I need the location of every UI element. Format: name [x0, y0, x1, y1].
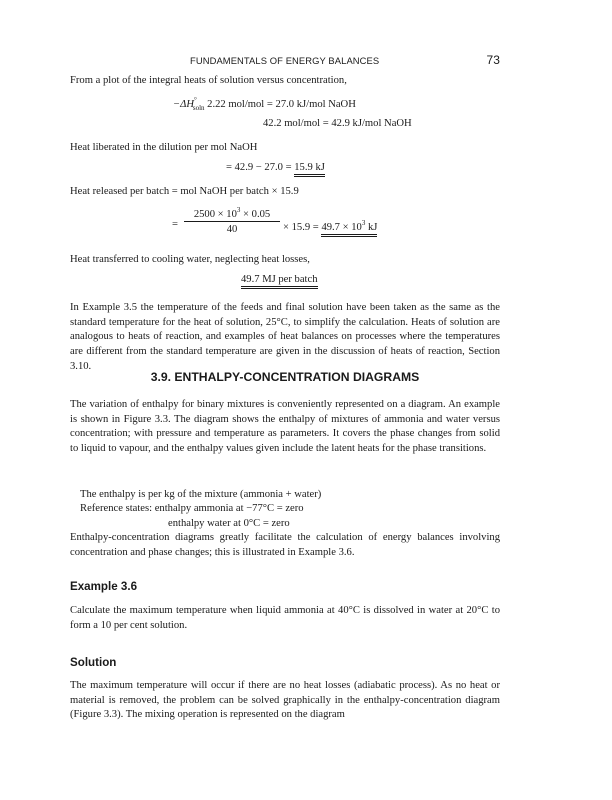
cooling-result: 49.7 MJ per batch: [241, 274, 318, 285]
example-heading: Example 3.6: [70, 580, 138, 593]
eq4-multiplier: × 15.9 =: [283, 222, 322, 233]
eq4-result: $49.7 \times 10^3$ kJ: [321, 222, 377, 237]
eq4-numerator: $2500 \times 10^3 \times 0.05$: [184, 206, 280, 222]
equation-batch-heat: [283, 219, 377, 233]
solution-text: The maximum temperature will occur if there are no heat losses (adiabatic process). As no heat or material is removed, the problem can be solved graphically in the enthalpy-concentration diagram (Figure 3.3). The mixing operation is represented on the diagram: [70, 680, 500, 721]
equation-heat-solution-1: [173, 96, 356, 112]
cooling-label: Heat transferred to cooling water, neglecting heat losses,: [70, 254, 310, 265]
running-title: FUNDAMENTALS OF ENERGY BALANCES: [190, 55, 380, 66]
liberated-label: Heat liberated in the dilution per mol NaOH: [70, 142, 258, 153]
example-text: Calculate the maximum temperature when liquid ammonia at 40°C is dissolved in water at 20°C to form a 10 per cent solution.: [70, 605, 500, 631]
section-heading: 3.9. ENTHALPY-CONCENTRATION DIAGRAMS: [150, 370, 420, 384]
eq1-value: 2.22 mol/mol = 27.0 kJ/mol NaOH: [204, 99, 356, 110]
eq4-denominator: 40: [226, 224, 238, 235]
eq1-symbol: −ΔH: [173, 99, 195, 110]
eq4-equals: =: [172, 219, 178, 230]
reference-state-water: enthalpy water at 0°C = zero: [168, 518, 290, 529]
equation-dilution-heat: [226, 162, 325, 173]
eq1-superscript: °: [194, 96, 197, 104]
eq3-result: 15.9 kJ: [294, 162, 325, 177]
equation-heat-solution-2: 42.2 mol/mol = 42.9 kJ/mol NaOH: [263, 118, 412, 129]
eq3-expression: = 42.9 − 27.0 =: [226, 162, 295, 173]
solution-heading: Solution: [70, 656, 117, 669]
eq4-fraction: [184, 206, 280, 235]
page-number: 73: [486, 53, 500, 67]
example-note-paragraph: In Example 3.5 the temperature of the feeds and final solution have been taken as the same as the standard temperature for the heat of solution, 25°C, to simplify the calculation. Heats of solution are analogous to heats of reaction, and examples of heat balances on processes where the temperatures are different from the standard temperature are given in the discussion of heats of reaction, Section 3.10.: [70, 302, 500, 372]
section-paragraph-2: Enthalpy-concentration diagrams greatly facilitate the calculation of energy balances involving concentration and phase changes; this is illustrated in Example 3.6.: [70, 532, 500, 558]
reference-state-ammonia: Reference states: enthalpy ammonia at −77°C = zero: [80, 503, 304, 514]
calc-intro: From a plot of the integral heats of solution versus concentration,: [70, 75, 347, 86]
eq1-subscript: soln: [192, 104, 205, 112]
batch-label: Heat released per batch = mol NaOH per batch × 15.9: [70, 186, 299, 197]
section-paragraph-1: The variation of enthalpy for binary mixtures is conveniently represented on a diagram. An example is shown in Figure 3.3. The diagram shows the enthalpy of mixtures of ammonia and water versus concentration; with pressure and temperature as parameters. It covers the phase changes from solid to liquid to vapour, and the enthalpy values given include the latent heats for the phase transitions.: [70, 399, 500, 455]
enthalpy-basis: The enthalpy is per kg of the mixture (ammonia + water): [80, 489, 322, 500]
